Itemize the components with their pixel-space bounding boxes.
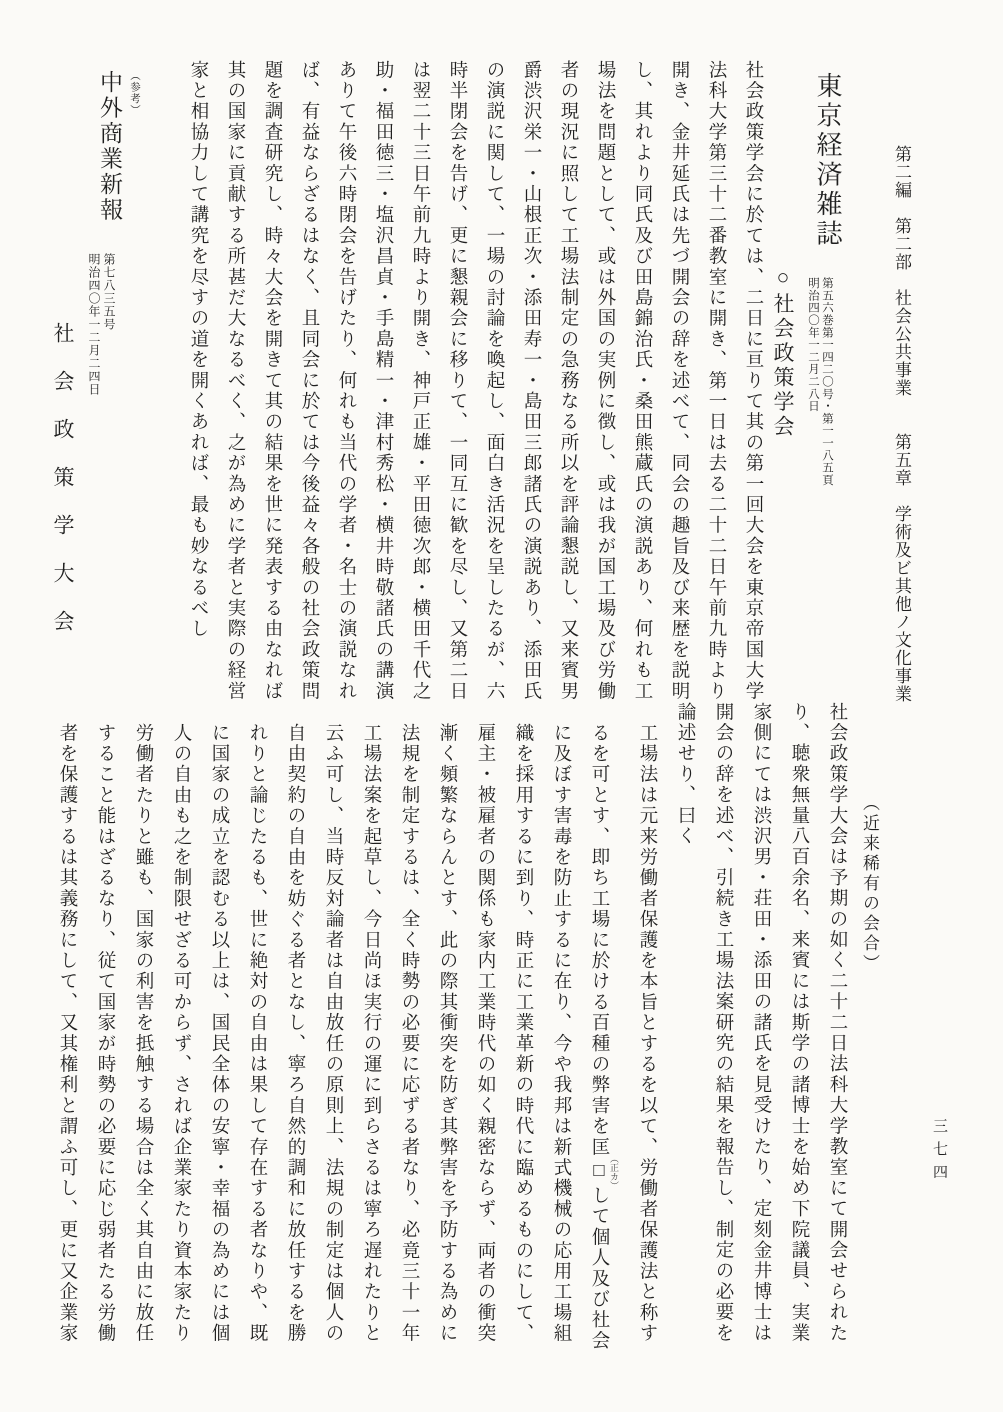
- unclear-character-box: □: [589, 1153, 609, 1190]
- source-issue: 第五六巻第一四二〇号・第一一八五頁: [821, 277, 833, 487]
- text-column: ば、有益ならざるはなく、且同会に於ては今後益々各般の社会政策問: [299, 60, 319, 702]
- running-head: 第二編 第二部 社会公共事業 第五章 学術及ビ其他ノ文化事業: [892, 145, 911, 703]
- text-column: 其の国家に貢献する所甚だ大なるべく、之が為めに学者と実際の経営: [225, 60, 245, 702]
- page-number: 三七四: [931, 1118, 947, 1187]
- text-column: し、其れより同氏及び田島錦治氏・桑田熊蔵氏の演説あり、何れも工: [632, 60, 652, 702]
- section-heading: ○社会政策学会: [771, 265, 795, 440]
- text-column: に及ぼす害毒を防止するに在り、今や我邦は新式機械の応用工場組: [551, 723, 571, 1344]
- text-column: 場法を問題として、或は外国の実例に徴し、或は我が国工場及び労働: [595, 60, 615, 702]
- text-column: は翌二十三日午前九時より開き、神戸正雄・平田徳次郎・横田千代之: [410, 60, 430, 702]
- text-column: 開き、金井延氏は先づ開会の辞を述べて、同会の趣旨及び来歴を説明: [669, 60, 689, 702]
- text-column: 人の自由も之を制限せざる可からず、されば企業家たり資本家たり: [171, 723, 191, 1344]
- text-column: 自由契約の自由を妨ぐる者となし、寧ろ自然的調和に放任するを勝: [285, 723, 305, 1344]
- text-column: 漸く頻繁ならんとす、此の際其衝突を防ぎ其弊害を予防する為めに: [437, 723, 457, 1344]
- text-column: 労働者たりと雖も、国家の利害を抵触する場合は全く其自由に放任: [133, 723, 153, 1344]
- text-column: 題を調査研究し、時々大会を開きて其の結果を世に発表する由なれば: [262, 60, 282, 702]
- reference-date: 明治四〇年一二月二四日: [87, 253, 101, 396]
- column-text: して個人及び社会: [589, 1185, 609, 1352]
- text-column: 織を採用するに到り、時正に工業革新の時代に臨めるものにして、: [513, 723, 533, 1344]
- text-column: 論述せり、曰く: [675, 702, 695, 847]
- editorial-note: （正カ）: [609, 1153, 619, 1190]
- source-date: 明治四〇年一二月二八日: [807, 277, 819, 413]
- reference-source-title: 中外商業新報: [97, 70, 122, 223]
- chugai-shogyo-article: [39, 702, 883, 1364]
- reference-citation: [86, 253, 116, 396]
- text-column: 工場法案を起草し、今日尚ほ実行の運に到らさるは寧ろ遅れたりと: [361, 723, 381, 1344]
- text-column: 者の現況に照して工場法制定の急務なる所以を評論懇説し、又来賓男: [558, 60, 578, 702]
- text-column: に国家の成立を認むる以上は、国民全体の安寧・幸福の為めには個: [209, 723, 229, 1344]
- text-column: 法規を制定するは、全く時勢の必要に応ずる者なり、必竟三十一年: [399, 723, 419, 1344]
- text-column: 社会政策学大会は予期の如く二十二日法科大学教室にて開会せられた: [827, 702, 847, 1344]
- reference-source-column: [86, 60, 126, 708]
- text-column: 者を保護するは其義務にして、又其権利と謂ふ可し、更に又企業家: [57, 723, 77, 1344]
- text-column: ありて午後六時閉会を告げたり、何れも当代の学者・名士の演説なれ: [336, 60, 356, 702]
- reference-subtitle: （近来稀有の会合）: [860, 794, 879, 974]
- text-column: 雇主・被雇者の関係も家内工業時代の如く親密ならず、両者の衝突: [475, 723, 495, 1344]
- text-column: すること能はざるなり、従て国家が時勢の必要に応じ弱者たる労働: [95, 723, 115, 1344]
- text-column: 社会政策学会に於ては、二日に亘りて其の第一回大会を東京帝国大学: [743, 60, 763, 702]
- tokyo-keizai-article: [31, 60, 845, 708]
- reference-label: （参考）: [129, 70, 140, 116]
- text-column: 開会の辞を述べ、引続き工場法案研究の結果を報告し、制定の必要を: [713, 702, 733, 1344]
- text-column: 工場法は元来労働者保護を本旨とするを以て、労働者保護法と称す: [637, 723, 657, 1344]
- text-column: の演説に関して、一場の討論を喚起し、面白き活況を呈したるが、六: [484, 60, 504, 702]
- text-column: [589, 702, 620, 1364]
- text-column: り、聴衆無量八百余名、来賓には斯学の諸博士を始め下院議員、実業: [789, 702, 809, 1344]
- reference-issue: 第七八三五号: [102, 253, 116, 331]
- column-text: るを可とす、即ち工場に於ける百種の弊害を匡: [589, 723, 609, 1158]
- text-column: 助・福田徳三・塩沢昌貞・手島精一・津村秀松・横井時敬諸氏の講演: [373, 60, 393, 702]
- text-column: 時半閉会を告げ、更に懇親会に移りて、一同互に歓を尽し、又第二日: [447, 60, 467, 702]
- text-column: 家側にては渋沢男・荘田・添田の諸氏を見受けたり、定刻金井博士は: [751, 702, 771, 1344]
- unclear-character-with-note: [589, 1153, 619, 1190]
- source-citation: [806, 277, 834, 486]
- text-column: 法科大学第三十二番教室に開き、第一日は去る二十二日午前九時より: [706, 60, 726, 702]
- source-title: 東京経済雑誌: [813, 72, 842, 249]
- text-column: れりと論じたるも、世に絶対の自由は果して存在する者なりや、既: [247, 723, 267, 1344]
- source-title-column: [806, 60, 845, 708]
- reference-heading: 社会政策学大会: [51, 322, 75, 658]
- text-column: 云ふ可し、当時反対論者は自由放任の原則上、法規の制定は個人の: [323, 723, 343, 1344]
- text-column: 爵渋沢栄一・山根正次・添田寿一・島田三郎諸氏の演説あり、添田氏: [521, 60, 541, 702]
- text-column: 家と相協力して講究を尽すの道を開くあれば、最も妙なるべし: [188, 60, 208, 640]
